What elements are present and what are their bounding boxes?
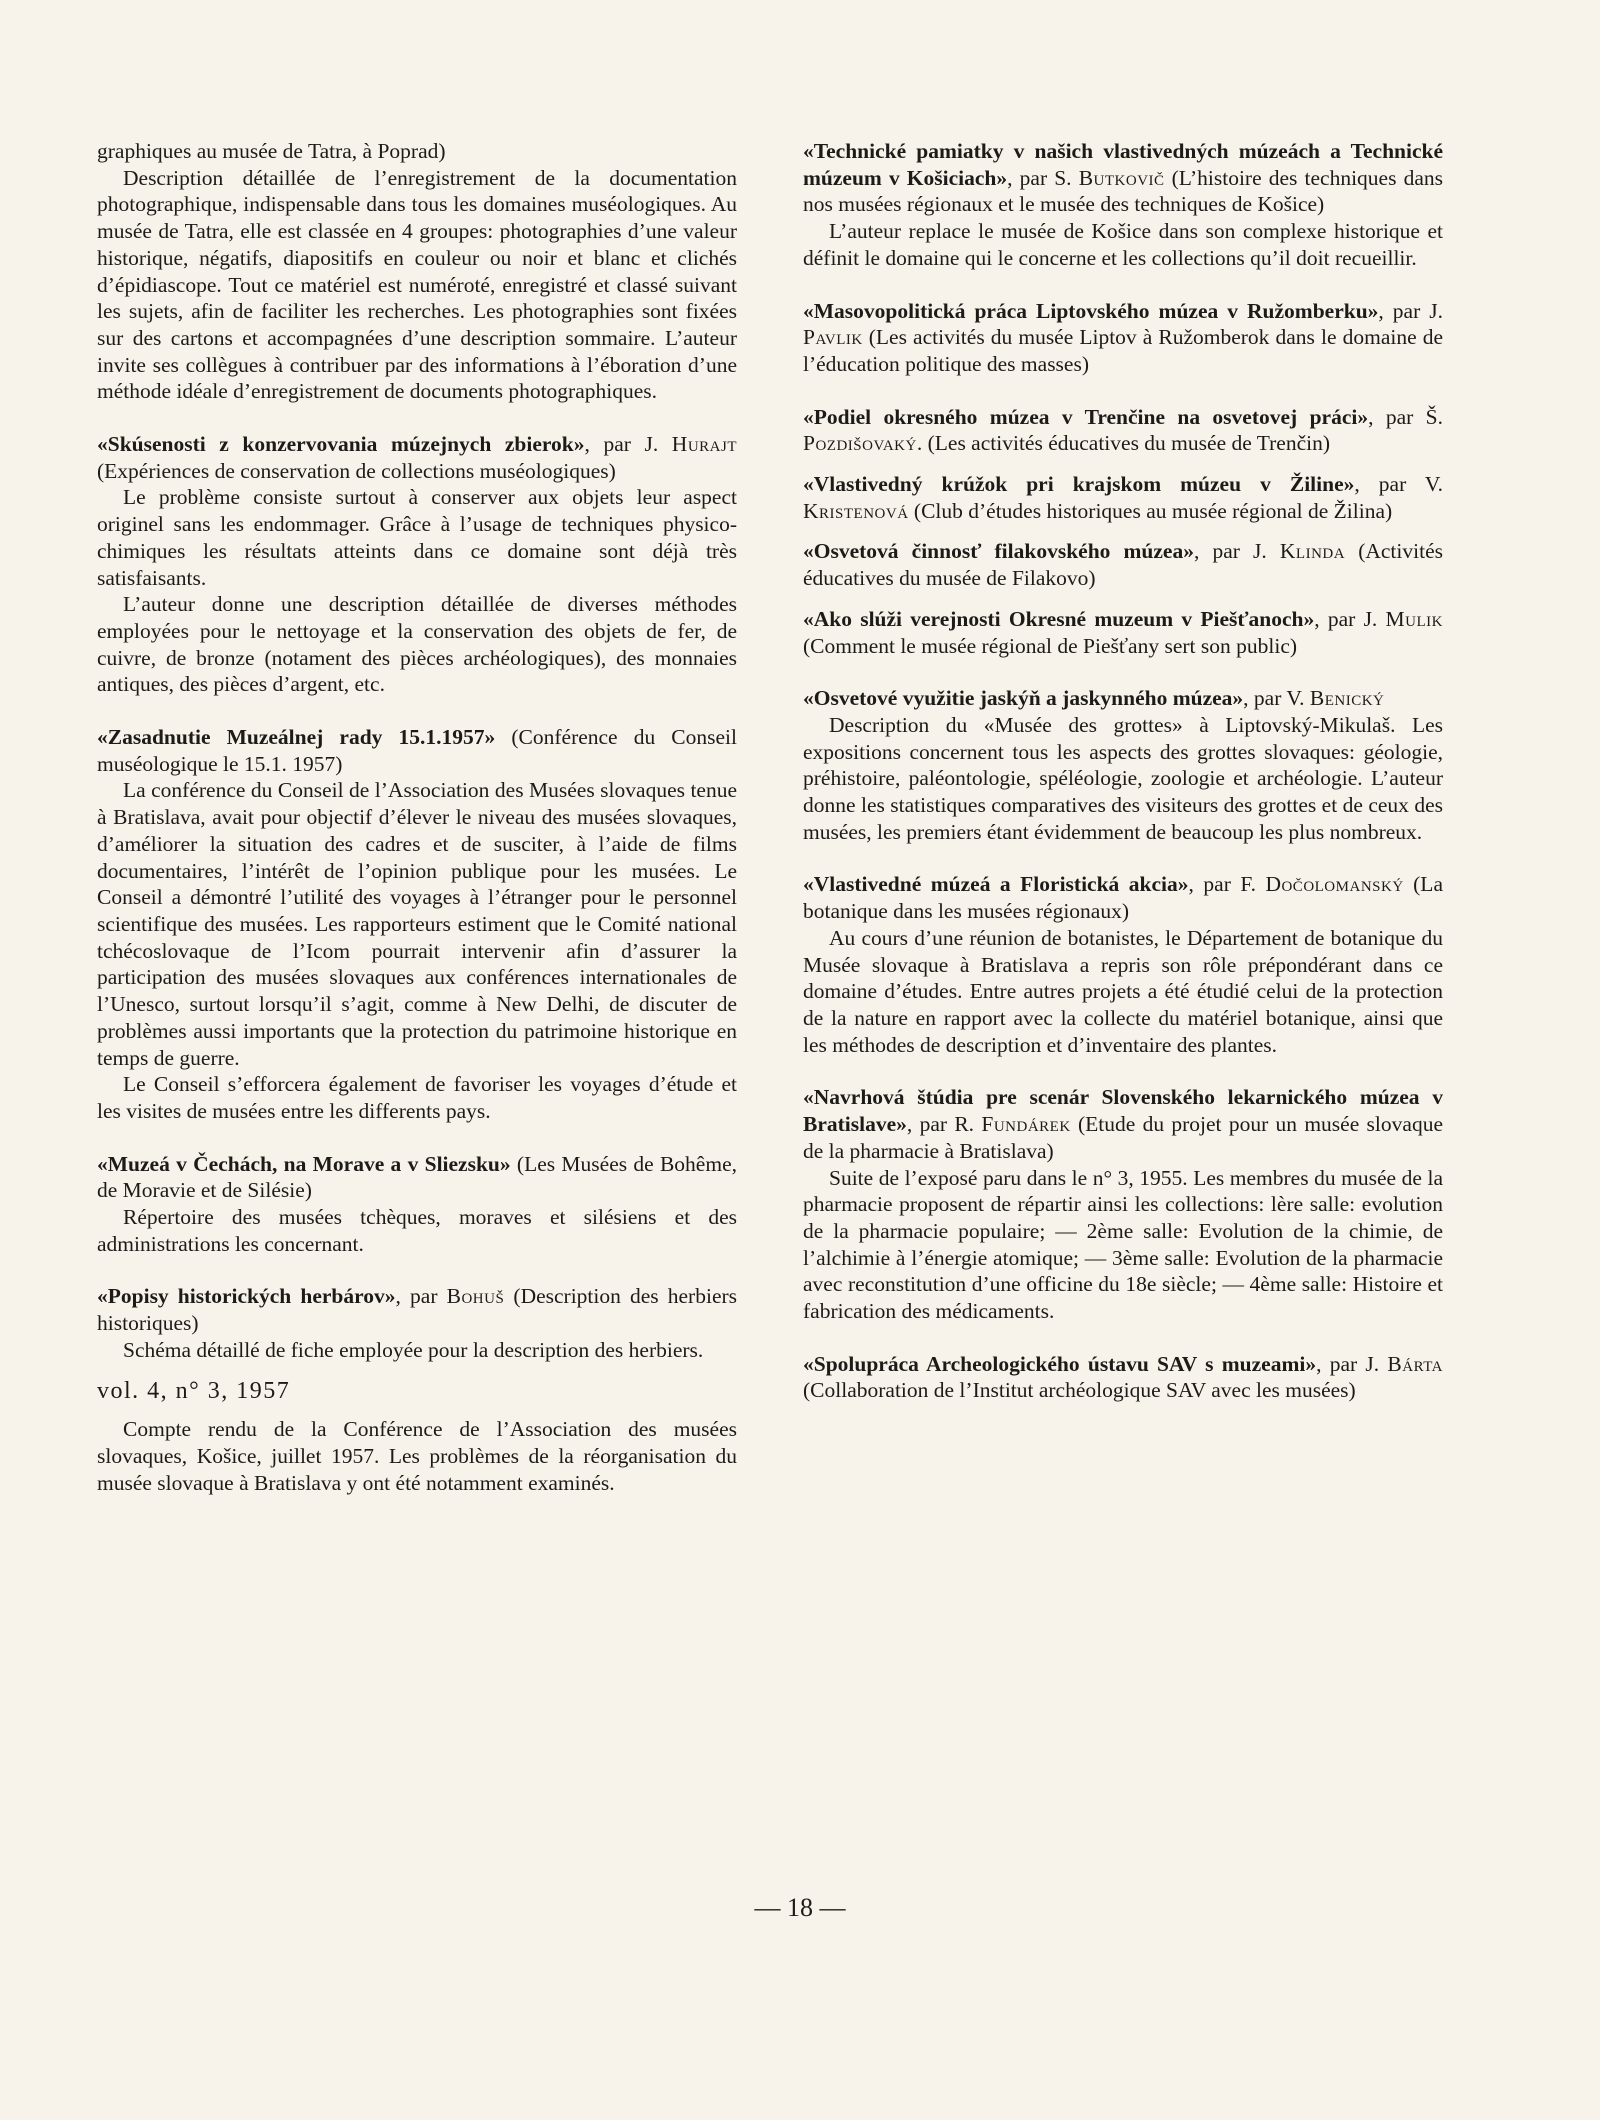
entry-subtitle: (Comment le musée régional de Piešťany sert son public) xyxy=(803,633,1298,658)
entry-archeologickeho xyxy=(803,1351,1443,1404)
entry-author: Klinda xyxy=(1279,539,1346,564)
entry-subtitle: (Etude du projet pour un musée slovaque de la pharmacie à Bratislava) xyxy=(803,1112,1443,1163)
entry-by: , par R. xyxy=(906,1112,982,1137)
entry-author: Hurajt xyxy=(671,432,737,457)
entry-title: «Skúsenosti z konzervovania múzejnych zbierok» xyxy=(97,432,585,457)
entry-body: Description du «Musée des grottes» à Liptovský-Mikulaš. Les expositions concernent tous les aspects des grottes slovaques: géologie, préhistoire, paléontologie, spéléologie, zoologie et archéologie. L’auteur donne les statistiques comparatives des visiteurs des grottes et de ceux des musées, les premiers étant évidemment de beaucoup les plus nombreux. xyxy=(803,712,1443,844)
page-number: — 18 — xyxy=(754,1893,846,1922)
volume-heading: vol. 4, n° 3, 1957 xyxy=(97,1377,291,1404)
entry-lekarnickeho xyxy=(803,1084,1443,1324)
entry-body: Répertoire des musées tchèques, moraves et silésiens et des administrations les concernant. xyxy=(97,1205,737,1256)
entry-heading xyxy=(803,471,1443,524)
entry-by: , par S. xyxy=(1007,165,1079,190)
entry-filakovo xyxy=(803,538,1443,591)
entry-author: Pavlik xyxy=(803,325,863,350)
entry-by: , par J. xyxy=(1314,606,1386,631)
entry-heading xyxy=(97,431,737,484)
entry-body: L’auteur replace le musée de Košice dans son complexe historique et définit le domaine qui le concerne et les collections qu’il doit recueillir. xyxy=(803,219,1443,270)
entry-author: Benický xyxy=(1309,686,1385,711)
entry-subtitle: (Description des herbiers historiques) xyxy=(97,1284,738,1336)
entry-by: , par F. xyxy=(1188,872,1266,897)
entry-body: L’auteur donne une description détaillée de diverses méthodes employées pour le nettoyage et la conservation des objets de fer, de cuivre, de bronze (notament des pièces archéologiques), des monnaies antiques, des pièces d’argent, etc. xyxy=(97,592,737,697)
entry-trencin xyxy=(803,404,1443,457)
entry-subtitle: (Les activités du musée Liptov à Ružomberok dans le domaine de l’éducation politique des masses) xyxy=(803,325,1443,376)
entry-subtitle: (Expériences de conservation de collections muséologiques) xyxy=(97,458,616,483)
entry-subtitle: (Collaboration de l’Institut archéologique SAV avec les musées) xyxy=(803,1378,1356,1403)
entry-title: «Zasadnutie Muzeálnej rady 15.1.1957» xyxy=(97,725,496,750)
entry-author: Bárta xyxy=(1387,1351,1443,1376)
entry-heading xyxy=(803,685,1443,712)
entry-by: , par xyxy=(395,1284,447,1309)
entry-title: «Osvetové využitie jaskýň a jaskynného múzea» xyxy=(803,686,1244,711)
entry-body: Le Conseil s’efforcera également de favoriser les voyages d’étude et les visites de musées entre les differents pays. xyxy=(97,1072,737,1123)
entry-heading xyxy=(803,606,1443,659)
entry-author: Mulik xyxy=(1385,606,1443,631)
entry-title: «Navrhová štúdia pre scenár Slovenského lekarnického múzea v Bratislave» xyxy=(803,1085,1443,1137)
entry-heading xyxy=(803,138,1443,218)
entry-title: «Muzeá v Čechách, na Morave a v Sliezsku» xyxy=(97,1151,511,1176)
entry-author: Kristenová xyxy=(803,498,909,523)
entry-jaskyn xyxy=(803,685,1443,845)
entry-title: «Masovopolitická práca Liptovského múzea v Ružomberku» xyxy=(803,298,1379,323)
entry-author: Dočolomanský xyxy=(1265,872,1404,897)
entry-title: «Vlastivedný krúžok pri krajskom múzeu v Žiline» xyxy=(803,472,1355,497)
entry-title: «Osvetová činnosť filakovského múzea» xyxy=(803,539,1194,564)
entry-muzealnej-rady xyxy=(97,724,737,1125)
entry-body: Au cours d’une réunion de botanistes, le Département de botanique du Musée slovaque à Bratislava a repris son rôle prépondérant dans ce domaine d’études. Entre autres projets a été étudié celui de la protection de la nature en rapport avec la collecte du matériel botanique, ainsi que les méthodes de description et d’inventaire des plantes. xyxy=(803,925,1443,1057)
entry-by: , par V. xyxy=(1354,472,1443,497)
entry-body: Schéma détaillé de fiche employée pour la description des herbiers. xyxy=(123,1337,704,1362)
entry-herbarov xyxy=(97,1283,737,1363)
entry-heading xyxy=(803,404,1443,457)
entry-by: , par J. xyxy=(1193,539,1280,564)
entry-subtitle: (L’histoire des techniques dans nos musées régionaux et le musée des techniques de Košice) xyxy=(803,165,1443,217)
entry-piestany xyxy=(803,606,1443,659)
entry-author: Pozdišovaký xyxy=(803,431,917,456)
entry-body: Le problème consiste surtout à conserver aux objets leur aspect originel sans les endommager. Grâce à l’usage de techniques physico-chimiques les résultats atteints dans ce domaine sont déjà très satisfaisants. xyxy=(97,485,737,590)
entry-by: , par V. xyxy=(1243,686,1310,711)
entry-muzea-cechach xyxy=(97,1151,737,1258)
entry-heading xyxy=(803,1084,1443,1164)
entry-by: , par Š. xyxy=(1368,404,1443,429)
entry-zilina xyxy=(803,471,1443,524)
entry-title: «Vlastivedné múzeá a Floristická akcia» xyxy=(803,872,1189,897)
entry-body: Description détaillée de l’enregistrement de la documentation photographique, indispensable dans tous les domaines muséologiques. Au musée de Tatra, elle est classée en 4 groupes: photographies d’une valeur historique, négatifs, diapositifs en couleur ou noir et blanc et clichés d’épidiascope. Tout ce matériel est numéroté, enregistré et classé suivant les sujets, afin de faciliter les recherches. Les photographies sont fixées sur des cartons et accompagnées d’une description sommaire. L’auteur invite ses collègues à contribuer par des informations à l’éboration d’une méthode idéale d’enregistrement de documents photographiques. xyxy=(97,165,737,404)
entry-heading xyxy=(803,871,1443,924)
entry-heading xyxy=(803,538,1443,591)
entry-heading xyxy=(97,1283,737,1336)
entry-heading xyxy=(803,298,1443,378)
entry-subtitle: (La botanique dans les musées régionaux) xyxy=(803,872,1443,924)
entry-subtitle: (Activités éducatives du musée de Filakovo) xyxy=(803,539,1443,591)
entry-heading xyxy=(97,724,737,777)
entry-author: Fundárek xyxy=(981,1112,1071,1137)
entry-title: «Popisy historických herbárov» xyxy=(97,1284,396,1309)
entry-by: , par J. xyxy=(1378,298,1443,323)
entry-by: , par J. xyxy=(584,432,672,457)
entry-conference-kosice xyxy=(97,1416,737,1496)
entry-title: «Ako slúži verejnosti Okresné muzeum v Piešťanoch» xyxy=(803,606,1315,631)
entry-author: Butkovič xyxy=(1078,165,1165,190)
entry-konzervovania xyxy=(97,431,737,698)
entry-body: La conférence du Conseil de l’Association des Musées slovaques tenue à Bratislava, avait pour objectif d’élever le niveau des musées slovaques, d’améliorer la situation des cadres et de susciter, à l’aide de films documentaires, l’intérêt de l’opinion publique pour les musées. Le Conseil a démontré l’utilité des voyages à l’étranger pour le personnel scientifique des musées. Les rapporteurs estiment que le Comité national tchécoslovaque de l’Icom pourrait intervenir afin d’assurer la participation des musées slovaques aux conférences internationales de l’Unesco, surtout lorsqu’il s’agit, comme à New Delhi, de discuter de problèmes aussi importants que la protection du patrimoine historique en temps de guerre. xyxy=(97,778,737,1070)
entry-subtitle: (Conférence du Conseil muséologique le 15.1. 1957) xyxy=(97,725,737,776)
entry-title: «Technické pamiatky v našich vlastivedných múzeách a Technické múzeum v Košiciach» xyxy=(803,139,1443,190)
entry-masovopoliticka xyxy=(803,298,1443,378)
entry-heading xyxy=(803,1351,1443,1404)
entry-body: Compte rendu de la Conférence de l’Association des musées slovaques, Košice, juillet 1957. Les problèmes de la réorganisation du musée slovaque à Bratislava y ont été notamment examinés. xyxy=(97,1417,737,1495)
entry-subtitle: (Club d’études historiques au musée régional de Žilina) xyxy=(908,498,1393,523)
right-column xyxy=(803,138,1443,1430)
entry-floristicka xyxy=(803,871,1443,1058)
entry-by: , par J. xyxy=(1316,1351,1388,1376)
entry-title: «Podiel okresného múzea v Trenčine na osvetovej práci» xyxy=(803,404,1369,429)
entry-subtitle: . (Les activités éducatives du musée de Trenčin) xyxy=(916,431,1331,456)
entry-continuation: graphiques au musée de Tatra, à Poprad) xyxy=(97,139,446,163)
entry-body: Suite de l’exposé paru dans le n° 3, 1955. Les membres du musée de la pharmacie proposent de répartir ainsi les collections: lère salle: evolution de la pharmacie populaire; — 2ème salle: Evolution de la chimie, de l’alchimie à l’énergie atomique; — 3ème salle: Evolution de la pharmacie avec reconstitution d’une officine du 18e siècle; — 4ème salle: Histoire et fabrication des médicaments. xyxy=(803,1165,1443,1324)
entry-subtitle: (Les Musées de Bohême, de Moravie et de Silésie) xyxy=(97,1151,737,1203)
entry-technicke-pamiatky xyxy=(803,138,1443,272)
entry-heading xyxy=(97,1151,737,1204)
entry-photo-documentation xyxy=(97,138,737,405)
entry-author: Bohuš xyxy=(446,1284,505,1309)
entry-title: «Spolupráca Archeologického ústavu SAV s muzeami» xyxy=(803,1351,1317,1376)
left-column xyxy=(97,138,737,1522)
